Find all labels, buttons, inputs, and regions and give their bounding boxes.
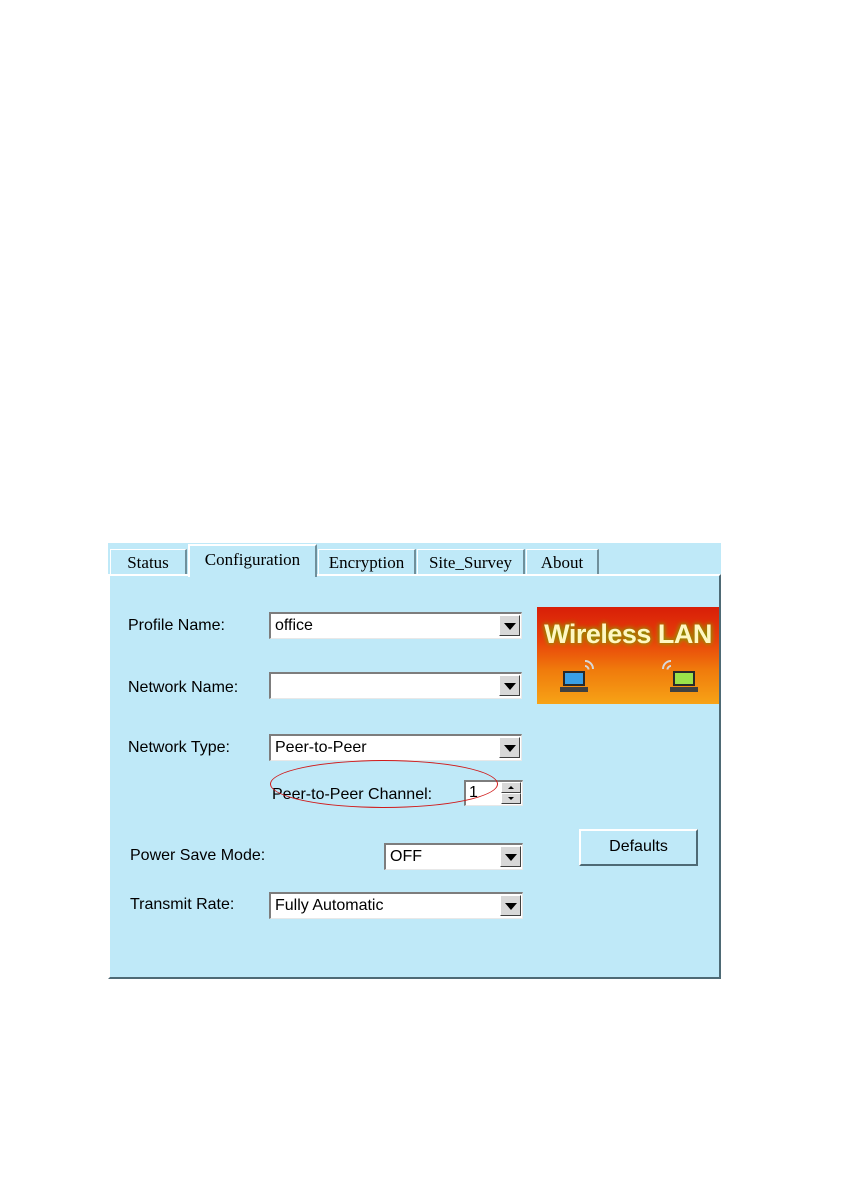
laptop-wifi-icon	[659, 657, 703, 697]
chevron-down-icon	[504, 745, 516, 752]
tab-configuration[interactable]: Configuration	[188, 544, 317, 577]
arrow-down-icon	[508, 797, 514, 800]
chevron-down-icon	[504, 623, 516, 630]
transmit-rate-dropdown-button[interactable]	[500, 895, 521, 916]
wireless-config-window	[108, 543, 721, 979]
network-type-label: Network Type:	[128, 739, 230, 756]
tab-encryption[interactable]: Encryption	[318, 549, 416, 574]
power-save-value: OFF	[390, 848, 422, 865]
power-save-label: Power Save Mode:	[130, 847, 266, 864]
spin-up-button[interactable]	[501, 782, 521, 793]
power-save-combo[interactable]	[384, 843, 523, 870]
peer-channel-label: Peer-to-Peer Channel:	[272, 786, 433, 803]
profile-name-dropdown-button[interactable]	[499, 615, 520, 636]
transmit-rate-value: Fully Automatic	[275, 897, 384, 914]
chevron-down-icon	[504, 683, 516, 690]
profile-name-combo[interactable]	[269, 612, 522, 639]
defaults-button[interactable]: Defaults	[579, 829, 698, 866]
chevron-down-icon	[505, 854, 517, 861]
laptop-wifi-icon	[559, 657, 603, 697]
profile-name-value: office	[275, 617, 313, 634]
transmit-rate-label: Transmit Rate:	[130, 896, 235, 913]
peer-channel-value: 1	[469, 784, 478, 801]
network-name-dropdown-button[interactable]	[499, 675, 520, 696]
arrow-up-icon	[508, 786, 514, 789]
network-type-dropdown-button[interactable]	[499, 737, 520, 758]
power-save-dropdown-button[interactable]	[500, 846, 521, 867]
peer-channel-spinner[interactable]	[464, 780, 523, 806]
logo-text: Wireless LAN	[544, 619, 712, 649]
wireless-lan-logo	[537, 607, 719, 704]
network-name-label: Network Name:	[128, 679, 239, 696]
network-type-combo[interactable]	[269, 734, 522, 761]
tab-site-survey[interactable]: Site_Survey	[417, 549, 525, 574]
chevron-down-icon	[505, 903, 517, 910]
network-name-combo[interactable]	[269, 672, 522, 699]
tab-strip	[108, 543, 721, 576]
configuration-panel	[108, 574, 721, 979]
network-type-value: Peer-to-Peer	[275, 739, 367, 756]
transmit-rate-combo[interactable]	[269, 892, 523, 919]
profile-name-label: Profile Name:	[128, 617, 225, 634]
spin-down-button[interactable]	[501, 793, 521, 804]
tab-status[interactable]: Status	[110, 549, 187, 574]
tab-about[interactable]: About	[526, 549, 599, 574]
